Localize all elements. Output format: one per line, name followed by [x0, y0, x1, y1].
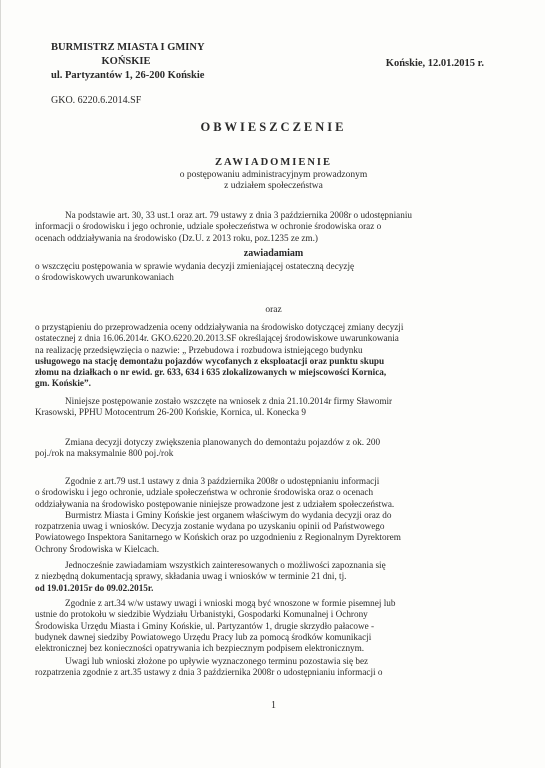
paragraph-line: informacji o środowisku i jego ochronie, udziale społeczeństwa w ochronie środowiska oraz o: [35, 221, 382, 232]
page-number: 1: [271, 700, 276, 711]
reference-number: GKO. 6220.6.2014.SF: [51, 95, 142, 106]
late-submission-paragraph: [35, 656, 525, 679]
paragraph-line: usługowego na stację demontażu pojazdów wycofanych z eksploatacji oraz punktu skupu: [35, 355, 385, 366]
initiation-paragraph: [35, 261, 521, 284]
oraz-label: oraz: [265, 305, 282, 315]
legal-basis-paragraph: [35, 210, 521, 244]
public-participation-paragraph: [35, 476, 521, 555]
paragraph-line: Uwagi lub wnioski złożone po upływie wyznaczonego terminu pozostawia się bez: [65, 656, 369, 666]
paragraph-line: gm. Końskie”.: [35, 378, 91, 389]
notice-subtitle-2: z udziałem społeczeństwa: [224, 181, 323, 191]
assessment-paragraph: [35, 322, 525, 390]
paragraph-line: z niezbędną dokumentacją sprawy, składania uwag i wniosków w terminie 21 dni, tj.: [35, 571, 347, 582]
paragraph-line: Powiatowego Inspektora Sanitarnego w Końskich oraz po uzgodnieniu z Regionalnym Dyrektorem: [35, 532, 401, 543]
authority-name: BURMISTRZ MIASTA I GMINY: [51, 42, 205, 53]
paragraph-line: ostatecznej z dnia 16.06.2014r. GKO.6220.20.2013.SF określającej środowiskowe uwarunkowania: [35, 333, 399, 344]
paragraph-line: Jednocześnie zawiadamiam wszystkich zainteresowanych o możliwości zapoznania się: [65, 560, 386, 570]
paragraph-line: oddziaływania na środowisko postępowanie niniejsze prowadzone jest z udziałem społeczeństwa.: [35, 498, 395, 509]
paragraph-line: Niniejsze postępowanie zostało wszczęte na wniosek z dnia 21.10.2014r firmy Sławomir: [65, 396, 393, 406]
paragraph-line: Zgodnie z art.79 ust.1 ustawy z dnia 3 października 2008r o udostępnianiu informacji: [65, 476, 380, 486]
paragraph-line: Zgodnie z art.34 w/w ustawy uwagi i wnioski mogą być wnoszone w formie pisemnej lub: [65, 598, 396, 608]
paragraph-line: złomu na działkach o nr ewid. gr. 633, 634 i 635 zlokalizowanych w miejscowości Kornica,: [35, 367, 387, 378]
zawiadamiam-label: zawiadamiam: [243, 248, 304, 259]
paragraph-line: budynek dawnej siedziby Powiatowego Urzędu Pracy lub za pomocą środków komunikacji: [35, 631, 372, 642]
notice-subtitle-1: o postępowaniu administracyjnym prowadzonym: [179, 170, 368, 180]
paragraph-line: na realizację przedsięwzięcia o nazwie: „ Przebudowa i rozbudowa istniejącego budynku: [35, 344, 363, 355]
documentation-access-paragraph: [35, 560, 525, 594]
notice-heading: ZAWIADOMIENIE: [214, 157, 332, 168]
authority-city: KOŃSKIE: [101, 56, 151, 67]
paragraph-line: o środowisku i jego ochronie, udziale społeczeństwa w ochronie środowiska oraz o ocenach: [35, 487, 374, 498]
document-title: OBWIESZCZENIE: [200, 120, 347, 134]
paragraph-line: Zmiana decyzji dotyczy zwiększenia planowanych do demontażu pojazdów z ok. 200: [65, 437, 381, 447]
paragraph-line: elektronicznej bez konieczności opatrywania ich bezpiecznym podpisem elektronicznym.: [35, 643, 365, 654]
paragraph-line: rozpatrzenia zgodnie z art.35 ustawy z dnia 3 października 2008r o udostępnianiu informacji o: [35, 667, 383, 678]
paragraph-line: Środowiska Urzędu Miasta i Gminy Końskie, ul. Partyzantów 1, drugie skrzydło pałacowe -: [35, 620, 375, 631]
paragraph-line: Burmistrz Miasta i Gminy Końskie jest organem właściwym do wydania decyzji oraz do: [65, 509, 392, 520]
paragraph-line: o przystąpieniu do przeprowadzenia oceny oddziaływania na środowisko dotyczącej zmiany decyzji: [35, 322, 404, 332]
change-scope-paragraph: [35, 437, 525, 460]
paragraph-line: Ochrony Środowiska w Kielcach.: [35, 543, 159, 554]
paragraph-line: poj./rok na maksymalnie 800 poj./rok: [35, 448, 174, 459]
submission-paragraph: [35, 598, 525, 654]
paragraph-line: ocenach oddziaływania na środowisko (Dz.U. z 2013 roku, poz.1235 ze zm.): [35, 232, 318, 243]
paragraph-line: ustnie do protokołu w siedzibie Wydziału Urbanistyki, Gospodarki Komunalnej i Ochrony: [35, 609, 368, 620]
authority-address: ul. Partyzantów 1, 26-200 Końskie: [51, 70, 205, 81]
paragraph-line: o wszczęciu postępowania w sprawie wydania decyzji zmieniającej ostateczną decyzję: [35, 261, 355, 271]
paragraph-line: o środowiskowych uwarunkowaniach: [35, 272, 174, 283]
paragraph-line: Krasowski, PPHU Motocentrum 26-200 Końskie, Kornica, ul. Konecka 9: [35, 407, 306, 418]
application-paragraph: [35, 396, 521, 419]
place-date: Końskie, 12.01.2015 r.: [385, 58, 484, 69]
paragraph-line: Na podstawie art. 30, 33 ust.1 oraz art. 79 ustawy z dnia 3 października 2008r o udostępnianiu: [65, 210, 412, 220]
paragraph-line: rozpatrzenia uwag i wniosków. Decyzja zostanie wydana po uzyskaniu opinii od Państwowego: [35, 521, 385, 532]
paragraph-line: od 19.01.2015r do 09.02.2015r.: [35, 582, 154, 593]
